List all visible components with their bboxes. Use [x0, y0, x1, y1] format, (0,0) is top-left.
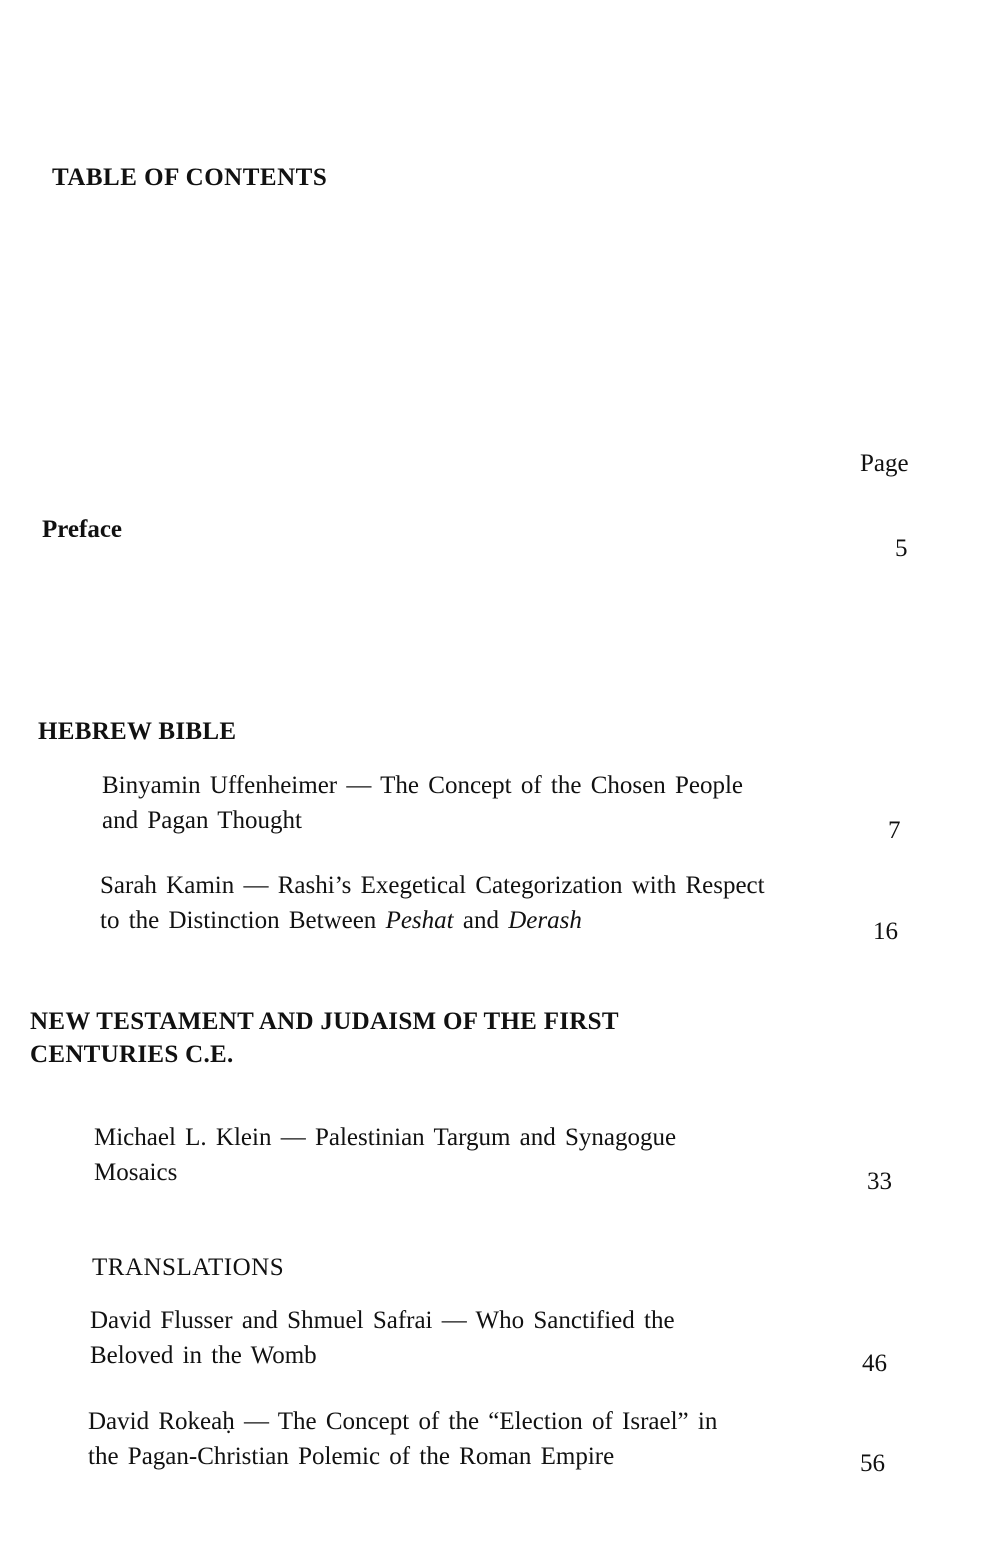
entry-line: Mosaics: [94, 1159, 178, 1186]
toc-entry: [90, 1303, 675, 1373]
toc-page-number: 46: [862, 1350, 887, 1377]
entry-line: David Flusser and Shmuel Safrai — Who Sanctified the: [90, 1307, 675, 1334]
entry-line: and Pagan Thought: [102, 807, 302, 834]
section-heading-line: CENTURIES C.E.: [30, 1041, 234, 1068]
entry-text: and: [453, 907, 509, 934]
toc-entry: [88, 1404, 717, 1474]
entry-italic-term: Derash: [508, 907, 582, 934]
toc-page-number: 7: [888, 817, 901, 844]
entry-line: Beloved in the Womb: [90, 1342, 317, 1369]
toc-page-number: 5: [895, 535, 908, 562]
entry-line: Binyamin Uffenheimer — The Concept of the Chosen People: [102, 772, 744, 799]
toc-entry: [102, 768, 743, 838]
entry-text: to the Distinction Between: [100, 907, 386, 934]
section-heading-hebrew-bible: HEBREW BIBLE: [38, 718, 237, 745]
toc-entry-preface: Preface: [42, 516, 123, 543]
toc-page-number: 33: [867, 1168, 892, 1195]
toc-page-number: 16: [873, 918, 898, 945]
subsection-heading-translations: TRANSLATIONS: [92, 1254, 285, 1281]
entry-line: David Rokeaḥ — The Concept of the “Election of Israel” in: [88, 1408, 718, 1435]
page-column-header: Page: [860, 450, 909, 477]
toc-entry: [94, 1120, 676, 1190]
entry-line: [100, 903, 765, 938]
toc-page-number: 56: [860, 1450, 885, 1477]
page-title: TABLE OF CONTENTS: [52, 164, 328, 191]
entry-line: Sarah Kamin — Rashi’s Exegetical Categorization with Respect: [100, 872, 765, 899]
entry-line: Michael L. Klein — Palestinian Targum and Synagogue: [94, 1124, 677, 1151]
section-heading-line: NEW TESTAMENT AND JUDAISM OF THE FIRST: [30, 1008, 619, 1035]
toc-entry: [100, 868, 765, 938]
entry-italic-term: Peshat: [385, 907, 454, 934]
entry-line: the Pagan-Christian Polemic of the Roman Empire: [88, 1443, 615, 1470]
section-heading-new-testament: [30, 1005, 619, 1071]
